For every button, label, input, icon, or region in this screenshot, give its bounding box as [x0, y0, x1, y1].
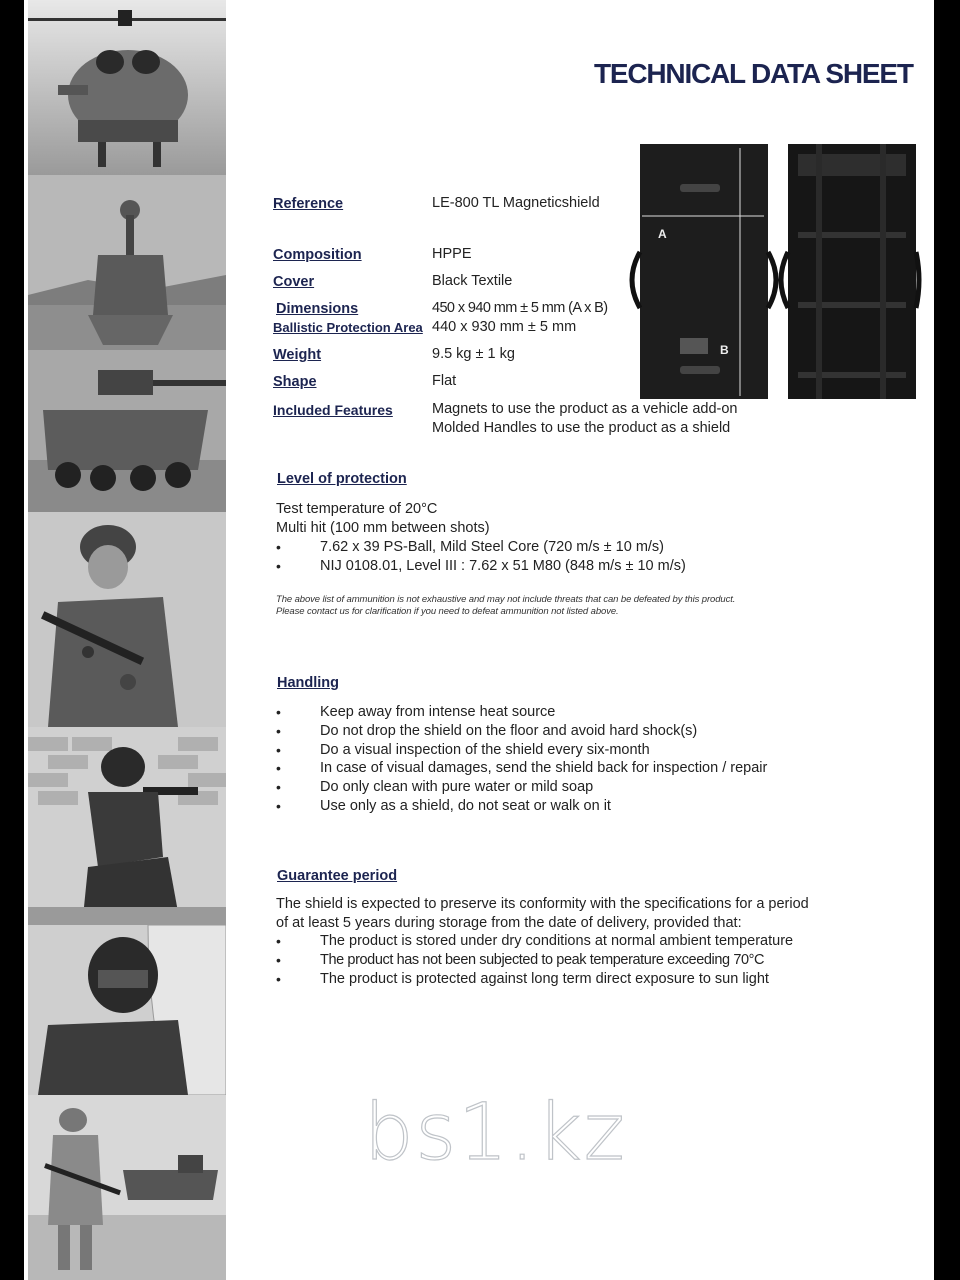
watermark: bs1.kz [364, 1088, 627, 1178]
list-item: • 7.62 x 39 PS-Ball, Mild Steel Core (720 m/s ± 10 m/s) [276, 538, 686, 557]
reference-label: Reference [273, 196, 344, 212]
disclaimer-line-2: Please contact us for clarification if you need to defeat ammunition not listed above. [276, 606, 619, 617]
soldier-photo [28, 512, 226, 727]
protection-list [276, 538, 686, 576]
riot-shield-photo [28, 925, 226, 1095]
protection-line-1: Test temperature of 20°C [276, 501, 438, 517]
guarantee-title: Guarantee period [277, 868, 398, 884]
list-item: • The product is stored under dry conditions at normal ambient temperature [276, 932, 793, 951]
ballistic-area-value: 440 x 930 mm ± 5 mm [432, 319, 577, 335]
cover-value: Black Textile [432, 273, 513, 289]
list-item: • The product is protected against long term direct exposure to sun light [276, 970, 793, 989]
photo-strip [28, 0, 226, 1280]
weight-value: 9.5 kg ± 1 kg [432, 346, 515, 362]
dimension-label-b: B [720, 343, 729, 357]
list-item: • Do a visual inspection of the shield every six-month [276, 741, 767, 760]
weight-label: Weight [273, 347, 322, 363]
dimensions-value: 450 x 940 mm ± 5 mm (A x B) [432, 300, 608, 316]
features-value-1: Magnets to use the product as a vehicle add-on [432, 401, 738, 417]
list-item: • NIJ 0108.01, Level III : 7.62 x 51 M80 (848 m/s ± 10 m/s) [276, 557, 686, 576]
list-item: • Do only clean with pure water or mild soap [276, 778, 767, 797]
armored-vehicle-photo [28, 350, 226, 512]
dimensions-label: Dimensions [276, 301, 359, 317]
disclaimer-line-1: The above list of ammunition is not exhaustive and may not include threats that can be defeated by this product. [276, 594, 736, 605]
list-item: • Keep away from intense heat source [276, 703, 767, 722]
composition-value: HPPE [432, 246, 472, 262]
list-item: • In case of visual damages, send the shield back for inspection / repair [276, 759, 767, 778]
desert-soldier-photo [28, 1095, 226, 1280]
ballistic-area-label: Ballistic Protection Area [273, 320, 423, 335]
cover-label: Cover [273, 274, 315, 290]
guarantee-line-1: The shield is expected to preserve its conformity with the specifications for a period [276, 896, 809, 912]
protection-disclaimer [276, 594, 735, 618]
protection-title: Level of protection [277, 471, 407, 487]
guarantee-line-2: of at least 5 years during storage from the date of delivery, provided that: [276, 915, 742, 931]
page-title: TECHNICAL DATA SHEET [594, 58, 913, 89]
handling-list [276, 703, 767, 816]
list-item: • Do not drop the shield on the floor and avoid hard shock(s) [276, 722, 767, 741]
list-item: • The product has not been subjected to peak temperature exceeding 70°C [276, 951, 793, 970]
reference-value: LE-800 TL Magneticshield [432, 195, 600, 211]
dimension-label-a: A [658, 227, 667, 241]
warship-photo [28, 175, 226, 350]
features-label: Included Features [273, 402, 393, 418]
list-item: • Use only as a shield, do not seat or walk on it [276, 797, 767, 816]
kneeling-soldier-photo [28, 727, 226, 925]
helicopter-photo [28, 0, 226, 175]
composition-label: Composition [273, 247, 362, 263]
data-sheet-page [24, 0, 934, 1280]
guarantee-list [276, 932, 793, 988]
handling-title: Handling [277, 675, 340, 691]
shape-label: Shape [273, 374, 317, 390]
shape-value: Flat [432, 373, 457, 389]
shield-product-photo [622, 140, 922, 402]
protection-line-2: Multi hit (100 mm between shots) [276, 520, 490, 536]
features-value-2: Molded Handles to use the product as a shield [432, 420, 731, 436]
